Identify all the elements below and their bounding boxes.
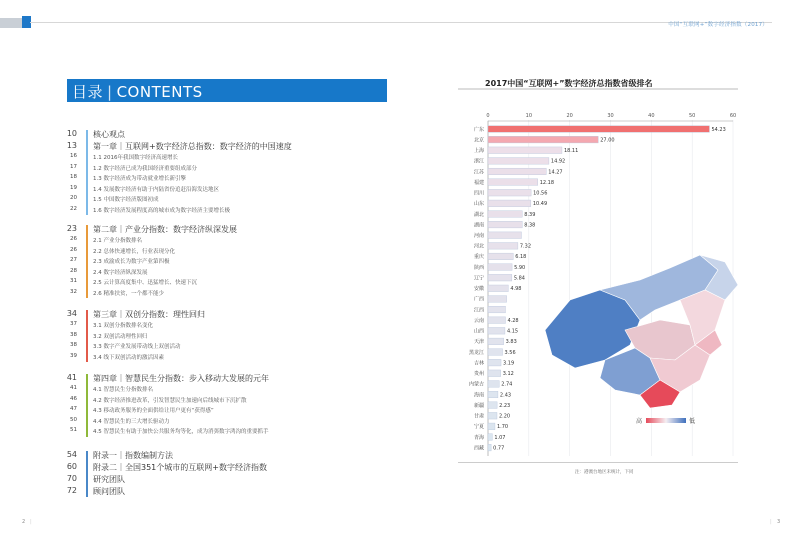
bar (488, 189, 531, 196)
toc-page-number: 39 (70, 352, 77, 359)
toc-page-number: 23 (66, 224, 77, 233)
toc-entry-label: 附录二｜全国351个城市的互联网+数字经济指数 (93, 463, 267, 472)
category-label: 吉林 (473, 360, 484, 367)
toc-entry-label: 2.1 产业分指数排名 (93, 238, 142, 244)
header-title: 中国“互联网+”数字经济指数（2017） (668, 22, 768, 28)
category-label: 广西 (473, 296, 484, 303)
toc-entry-label: 4.4 智慧民生的三大增长驱动力 (93, 418, 170, 425)
bar (488, 402, 497, 409)
value-label: 4.15 (506, 328, 519, 335)
category-label: 新疆 (473, 402, 484, 409)
category-label: 江西 (473, 307, 484, 314)
toc-entry-label: 3.2 双创活动理性回归 (93, 333, 148, 340)
category-label: 宁夏 (473, 424, 484, 431)
x-tick-label: 0 (486, 113, 490, 119)
category-label: 内蒙古 (468, 381, 484, 388)
toc-page-number: 17 (70, 163, 77, 170)
chart-title: 2017中国“互联网+”数字经济总指数省级排名 (485, 79, 653, 88)
toc-page-number: 38 (70, 342, 77, 348)
bar (488, 338, 504, 345)
toc-entry-label: 附录一｜指数编制方法 (93, 451, 173, 460)
category-label: 贵州 (473, 371, 484, 378)
category-label: 湖南 (473, 222, 484, 229)
value-label: 10.49 (532, 201, 548, 208)
toc-entry-label: 1.3 数字经济成为带动就业增长新引擎 (93, 176, 186, 182)
toc-page-number: 46 (70, 395, 77, 402)
bar (488, 423, 495, 430)
value-label: 12.18 (539, 179, 555, 186)
bar (488, 168, 546, 175)
bar (488, 179, 538, 186)
category-label: 江苏 (473, 169, 484, 176)
toc-page-number: 72 (66, 486, 77, 495)
bar (488, 391, 498, 398)
toc-page-number: 41 (66, 373, 77, 382)
toc-entry-label: 2.6 精准扶贫，一个都不能少 (93, 290, 164, 297)
value-label: 1.70 (496, 424, 509, 431)
value-label: 8.39 (524, 211, 536, 218)
bar (488, 232, 521, 239)
toc-page-number: 31 (70, 278, 77, 284)
value-label: 6.18 (515, 254, 527, 261)
toc-page-number: 41 (70, 385, 77, 391)
value-label: 2.23 (499, 402, 511, 409)
value-label: 2.43 (499, 392, 512, 399)
toc-entry-label: 4.3 移动政务服务的全面供给让用户更有“获得感” (93, 408, 214, 414)
category-label: 湖北 (473, 211, 484, 218)
toc-entry-label: 2.2 总体快速增长，行业表现分化 (93, 248, 175, 255)
bar (488, 359, 501, 366)
category-label: 天津 (473, 339, 484, 346)
x-tick-label: 50 (688, 113, 696, 119)
value-label: 3.12 (502, 371, 514, 378)
left-page-divider: | (30, 519, 32, 525)
left-page-number: 2 (22, 519, 26, 525)
toc-page-number: 34 (66, 309, 77, 318)
legend-low-label: 低 (689, 418, 696, 425)
bar (488, 306, 505, 313)
bar (488, 381, 499, 388)
x-tick-label: 60 (729, 113, 737, 119)
bar (488, 370, 501, 377)
value-label: 2.74 (501, 381, 513, 388)
toc-entry-label: 4.1 智慧民生分指数排名 (93, 387, 153, 393)
toc-page-number: 22 (70, 205, 77, 212)
category-label: 福建 (473, 179, 484, 186)
toc-page-number: 32 (70, 288, 77, 295)
toc-page-number: 28 (70, 267, 77, 274)
toc-page-number: 51 (70, 427, 77, 433)
category-label: 北京 (473, 137, 484, 144)
value-label: 10.56 (533, 190, 548, 197)
bar (488, 412, 497, 419)
category-label: 黑龙江 (468, 349, 484, 356)
value-label: 14.27 (548, 169, 563, 176)
value-label: 4.28 (507, 317, 519, 324)
toc-entry-label: 3.3 数字产业发展带动线上双创活动 (93, 344, 181, 350)
legend-high-label: 高 (635, 418, 642, 425)
value-label: 4.98 (510, 286, 522, 293)
bar (488, 243, 518, 250)
toc-page-number: 38 (70, 331, 77, 338)
category-label: 山东 (473, 201, 484, 208)
toc-entry-label: 研究团队 (93, 475, 125, 484)
toc-entry-label: 1.2 数字经济已成为我国经济重要组成部分 (93, 165, 197, 172)
toc-page-number: 26 (70, 236, 77, 242)
toc-page-number: 10 (66, 129, 77, 138)
right-page-number: 3 (777, 519, 781, 525)
bar (488, 126, 709, 133)
bar (488, 274, 512, 281)
bar (488, 211, 522, 218)
value-label: 1.07 (494, 434, 506, 441)
bar (488, 158, 549, 165)
toc-entry-label: 2.3 成渝成长为数字产业第四极 (93, 259, 170, 265)
toc-page-number: 18 (70, 174, 77, 180)
toc-entry-label: 第一章｜互联网+数字经济总指数：数字经济的中国速度 (93, 142, 292, 151)
value-label: 8.38 (524, 222, 536, 229)
category-label: 河南 (473, 233, 484, 239)
category-label: 河北 (473, 243, 484, 250)
toc-entry-label: 1.5 中国数字经济版图初成 (93, 197, 159, 203)
bar (488, 264, 512, 271)
toc-page-number: 16 (70, 153, 77, 159)
bar (488, 147, 562, 154)
value-label: 3.19 (503, 360, 515, 367)
value-label: 54.23 (711, 126, 726, 133)
category-label: 四川 (473, 190, 484, 197)
toc-entry-label: 3.4 线下双创活动的激活因素 (93, 354, 164, 361)
toc-entry-label: 4.2 数字经济推进改革，引发智慧民生加速向后线城市下沉扩散 (93, 397, 247, 404)
toc-page-number: 60 (66, 462, 77, 471)
bar (488, 200, 531, 207)
toc-entry-label: 顾问团队 (93, 487, 125, 496)
category-label: 海南 (473, 392, 484, 399)
toc-entry-label: 第二章｜产业分指数：数字经济纵深发展 (93, 225, 237, 234)
toc-title: 目录 | CONTENTS (72, 83, 203, 101)
x-tick-label: 10 (525, 113, 533, 119)
toc-entry-label: 核心观点 (93, 130, 125, 139)
value-label: 18.11 (563, 148, 579, 155)
category-label: 陕西 (473, 264, 484, 271)
toc-page-number: 13 (66, 141, 77, 150)
bar (488, 285, 508, 292)
category-label: 云南 (473, 317, 484, 324)
bar (488, 253, 513, 260)
bar (488, 349, 503, 356)
category-label: 广东 (473, 126, 484, 133)
bar (488, 434, 492, 441)
toc-page-number: 54 (66, 450, 77, 459)
toc-entry-label: 2.5 云计算高度集中、迅猛增长、快速下沉 (93, 280, 197, 286)
value-label: 0.77 (493, 445, 505, 452)
toc-page-number: 70 (66, 474, 77, 483)
x-tick-label: 30 (607, 113, 614, 119)
category-label: 重庆 (473, 254, 484, 261)
bar (488, 444, 491, 451)
toc-page-number: 20 (70, 195, 77, 201)
x-tick-label: 20 (566, 113, 573, 119)
x-tick-label: 40 (648, 113, 655, 119)
category-label: 辽宁 (473, 275, 484, 282)
toc-entry-label: 2.4 数字经济纵深发展 (93, 269, 148, 276)
right-page-divider: | (770, 519, 772, 525)
category-label: 西藏 (473, 445, 484, 452)
bar (488, 317, 505, 324)
toc-entry-label: 1.4 发展数字经济有助于内陆省份追赶沿海发达地区 (93, 186, 219, 193)
toc-page-number: 47 (70, 406, 77, 412)
toc-entry-label: 第三章｜双创分指数：理性回归 (93, 310, 205, 319)
toc-page-number: 37 (70, 321, 77, 327)
value-label: 3.56 (504, 349, 516, 356)
toc-page-number: 50 (70, 416, 77, 423)
value-label: 3.83 (505, 339, 517, 346)
toc-title-cn: 目录 (72, 83, 104, 101)
bar (488, 296, 507, 303)
value-label: 27.00 (600, 137, 615, 144)
value-label: 5.84 (513, 275, 525, 282)
value-label: 2.20 (498, 413, 511, 420)
toc-entry-label: 第四章｜智慧民生分指数：步入移动大发展的元年 (93, 374, 269, 383)
category-label: 甘肃 (473, 413, 484, 420)
toc-page-number: 26 (70, 246, 77, 253)
category-label: 安徽 (473, 286, 484, 293)
category-label: 上海 (473, 148, 484, 155)
value-label: 5.90 (514, 264, 526, 271)
toc-entry-label: 4.5 智慧民生有助于加快公共服务均等化，成为消弭数字鸿沟的重要抓手 (93, 429, 269, 435)
toc-title-en: CONTENTS (116, 83, 203, 101)
category-label: 浙江 (473, 158, 484, 165)
bar (488, 327, 505, 334)
toc-entry-label: 1.6 数字经济发展程度高的城市成为数字经济主要增长极 (93, 207, 230, 214)
bar (488, 221, 522, 228)
value-label: 14.92 (550, 158, 566, 165)
bar (488, 136, 598, 143)
value-label: 7.32 (519, 243, 532, 250)
toc-page-number: 27 (70, 257, 77, 263)
legend-gradient (646, 418, 686, 423)
chart-note: 注：港澳台地区未统计，下同 (575, 470, 634, 475)
category-label: 山西 (473, 328, 484, 335)
toc-entry-label: 1.1 2016年我国数字经济高速增长 (93, 155, 178, 161)
toc-page-number: 19 (70, 184, 77, 191)
note-rule (458, 462, 738, 463)
category-label: 青海 (473, 434, 484, 441)
toc-entry-label: 3.1 双创分指数排名变化 (93, 323, 153, 329)
